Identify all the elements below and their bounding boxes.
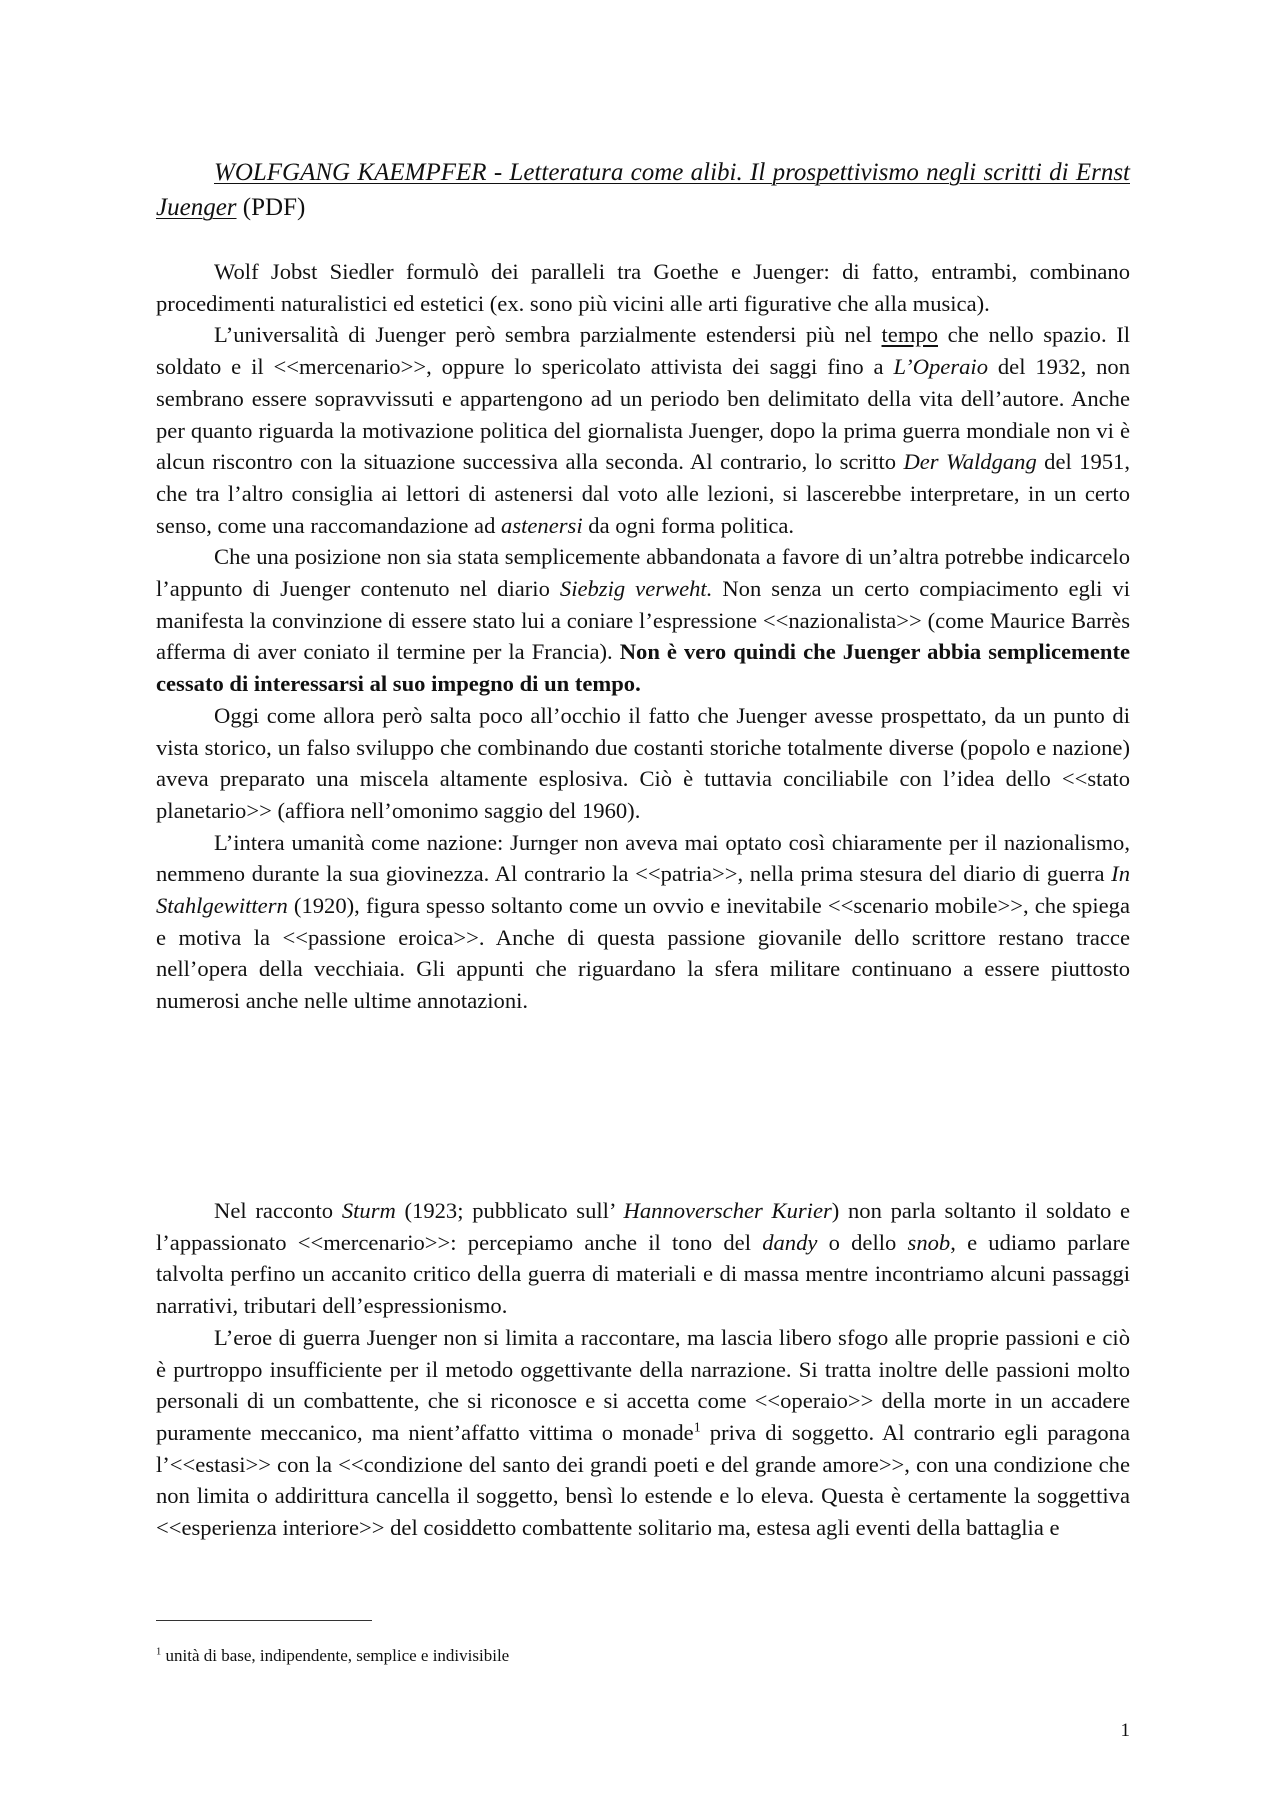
italic-title: Hannoverscher Kurier [623,1198,832,1223]
underlined-word: tempo [881,322,938,348]
text-run: del 1951, che tra l’altro consiglia ai lettori di astenersi dal voto alle lezioni, si lascerebbe interpretare, in un certo senso, come una raccomandazione ad [156,449,1130,538]
text-run: , e udiamo parlare talvolta perfino un accanito critico della guerra di materiali e di massa mentre incontriamo alcuni passaggi narrativi, tributari dell’espressionismo. [156,1229,1130,1319]
document-title [156,155,1130,225]
text-run: da ogni forma politica. [582,512,795,538]
text-run: L’universalità di Juenger però sembra parzialmente estendersi più nel [214,322,882,348]
text-run: Che una posizione non sia stata semplicemente abbandonata a favore di un’altra potrebbe indicarcelo l’appunto di Juenger contenuto nel diario [156,544,1130,602]
title-link[interactable]: WOLFGANG KAEMPFER - Letteratura come alibi. Il prospettivismo negli scritti di Ernst Juenger [156,159,1130,221]
text-run: L’intera umanità come nazione: Jurnger non aveva mai optato così chiaramente per il nazionalismo, nemmeno durante la sua giovinezza. Al contrario la <<patria>>, nella prima stesura del diario di guerra [156,829,1130,887]
paragraph-6 [156,1195,1130,1322]
text-run: Non senza un certo compiacimento egli vi manifesta la convinzione di essere stato lui a coniare l’espressione <<nazionalista>> (come Maurice Barrès afferma di aver coniato il termine per la Francia). [156,576,1131,665]
text-run: Nel racconto [214,1198,342,1223]
paragraph-5 [156,827,1130,1017]
text-run: (1920), figura spesso soltanto come un ovvio e inevitabile <<scenario mobile>>, che spiega e motiva la <<passione eroica>>. Anche di questa passione giovanile dello scrittore restano tracce nell’opera della vecchiaia. Gli appunti che riguardano la sfera militare continuano a essere piuttosto numerosi anche nelle ultime annotazioni. [156,893,1130,1014]
footnote-separator [156,1620,372,1621]
text-run: del 1932, non sembrano essere sopravvissuti e appartengono ad un periodo ben delimitato della vita dell’autore. Anche per quanto riguarda la motivazione politica del giornalista Juenger, dopo la prima guerra mondiale non vi è alcun riscontro con la situazione successiva alla seconda. Al contrario, lo scritto [156,354,1130,475]
body-block-2 [156,1195,1130,1544]
footnote-reference[interactable]: 1 [693,1420,701,1436]
title-suffix: (PDF) [236,194,306,221]
text-run: o dello [817,1229,908,1255]
page-number: 1 [1120,1720,1130,1741]
text-run: L’eroe di guerra Juenger non si limita a raccontare, ma lascia libero sfogo alle proprie passioni e ciò è purtroppo insufficiente per il metodo oggettivante della narrazione. Si tratta inoltre delle passioni molto personali di un combattente, che si riconosce e si accetta come <<operaio>> della morte in un accadere puramente meccanico, ma nient’affatto vittima o monade [156,1324,1130,1445]
text-run: priva di soggetto. Al contrario egli paragona l’<<estasi>> con la <<condizione del santo dei grandi poeti e del grande amore>>, con una condizione che non limita o addirittura cancella il soggetto, bensì lo estende e lo eleva. Questa è certamente la soggettiva <<esperienza interiore>> del cosiddetto combattente solitario ma, estesa agli eventi della battaglia e [156,1419,1130,1541]
italic-title: L’Operaio [893,354,988,380]
italic-word: astenersi [501,512,583,538]
italic-word: snob [907,1229,951,1255]
italic-word: dandy [762,1229,818,1255]
text-run: (1923; pubblicato sull’ [395,1198,624,1223]
italic-title: Sturm [341,1198,396,1223]
footnote-text: unità di base, indipendente, semplice e indivisibile [161,1646,510,1665]
italic-title: In Stahlgewittern [156,861,1130,919]
italic-title: Siebzig verweht. [559,576,713,602]
paragraph-7 [156,1322,1130,1544]
paragraph-2 [156,319,1130,541]
footnote-number: 1 [156,1646,162,1658]
body-block-1 [156,256,1130,1017]
footnote [156,1645,956,1667]
text-run: ) non parla soltanto il soldato e l’appassionato <<mercenario>>: percepiamo anche il tono del [156,1198,1131,1255]
paragraph-1: Wolf Jobst Siedler formulò dei paralleli tra Goethe e Juenger: di fatto, entrambi, combinano procedimenti naturalistici ed estetici (ex. sono più vicini alle arti figurative che alla musica). [156,259,1130,316]
bold-statement: Non è vero quindi che Juenger abbia semplicemente cessato di interessarsi al suo impegno di un tempo. [156,639,1130,697]
paragraph-3 [156,541,1130,700]
italic-title: Der Waldgang [903,449,1037,475]
paragraph-4: Oggi come allora però salta poco all’occhio il fatto che Juenger avesse prospettato, da un punto di vista storico, un falso sviluppo che combinando due costanti storiche totalmente diverse (popolo e nazione) aveva preparato una miscela altamente esplosiva. Ciò è tuttavia conciliabile con l’idea dello <<stato planetario>> (affiora nell’omonimo saggio del 1960). [156,702,1130,823]
text-run: che nello spazio. Il soldato e il <<mercenario>>, oppure lo spericolato attivista dei saggi fino a [156,322,1130,380]
